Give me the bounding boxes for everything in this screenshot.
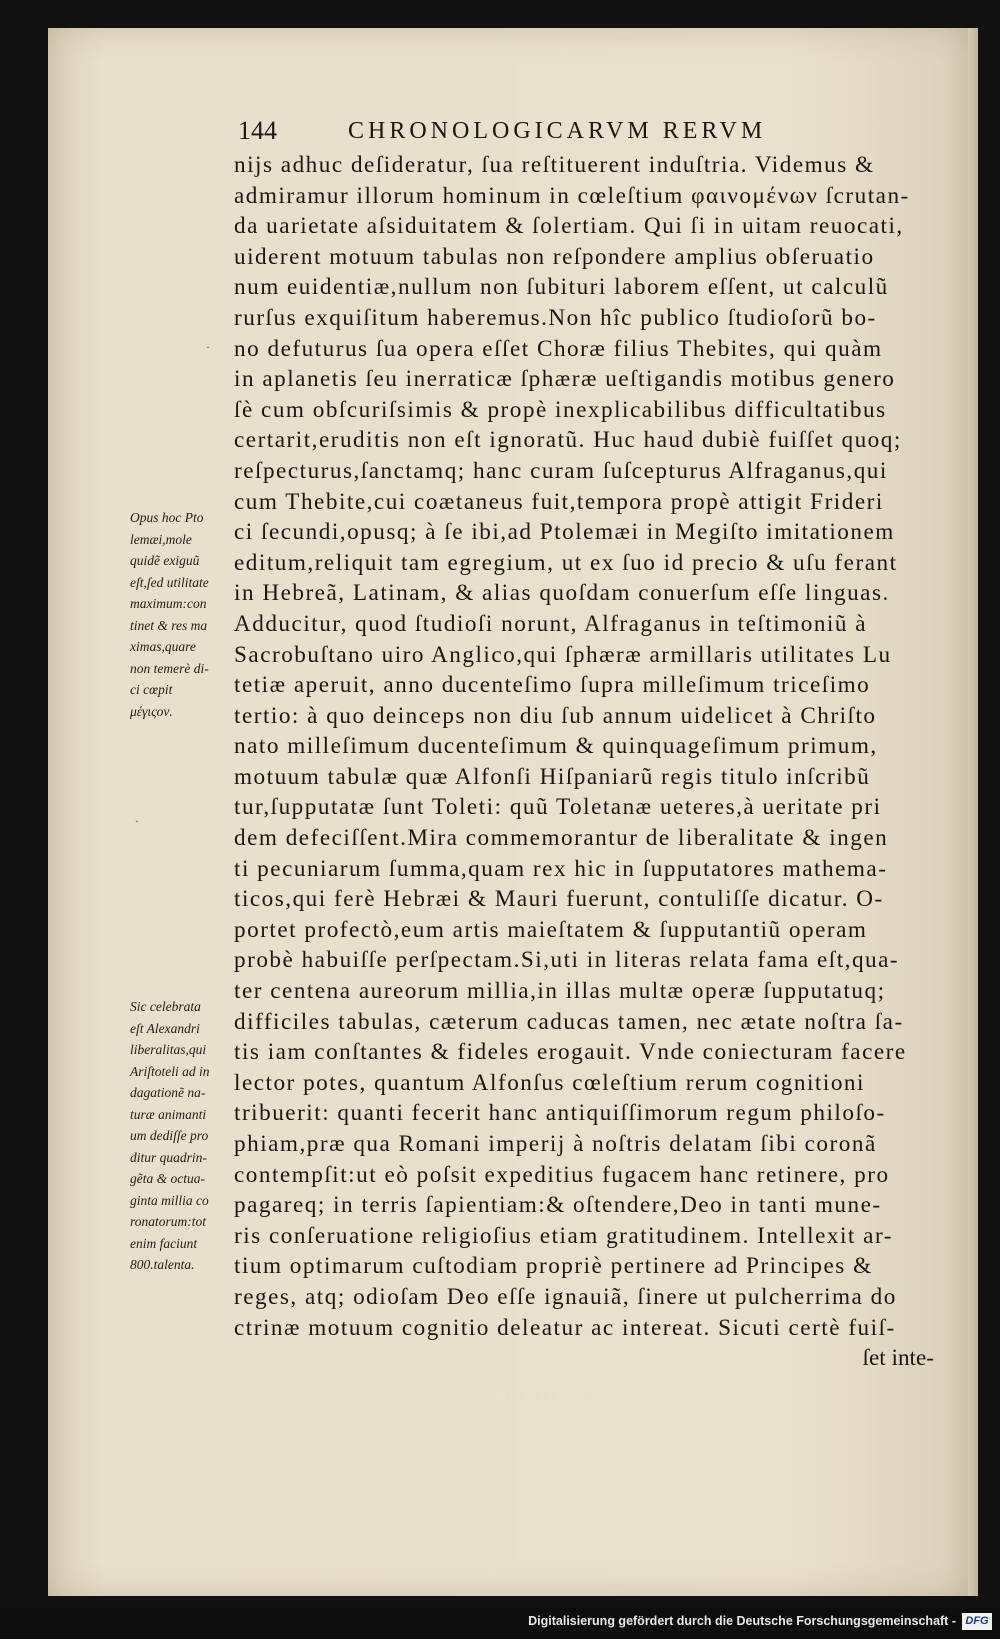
text-line: motuum tabulæ quæ Alfonſi Hiſpaniarũ regis titulo inſcribũ (234, 763, 871, 790)
book-page (48, 28, 978, 1596)
marginal-line: ximas,quare (130, 639, 196, 654)
text-line: lector potes, quantum Alfonſus cœleſtium rerum cognitioni (234, 1069, 865, 1096)
marginal-line: eſt Alexandri (130, 1020, 200, 1036)
text-line: dem defeciſſent.Mira commemorantur de liberalitate & ingen (234, 825, 889, 852)
text-line: difficiles tabulas, cæterum caducas tamen, nec ætate noſtra ſa- (234, 1008, 904, 1035)
text-line: ti pecuniarum ſumma,quam rex hic in ſupputatores mathema- (234, 855, 888, 882)
text-line: nato milleſimum ducenteſimum & quinquageſimum primum, (234, 733, 878, 760)
text-line: portet profectò,eum artis maieſtatem & ſupputantiũ operam (234, 916, 868, 943)
text-line: admiramur illorum hominum in cœleſtium φαινομένων ſcrutan- (234, 182, 910, 209)
text-line: in Hebreã, Latinam, & alias quoſdam conuerſum eſſe linguas. (234, 580, 890, 607)
text-line: num euidentiæ,nullum non ſubituri laborem eſſent, ut calculũ (234, 274, 889, 301)
text-line: in aplanetis ſeu inerraticæ ſphæræ ueſtigandis motibus genero (234, 366, 896, 393)
text-line: reges, atq; odioſam Deo eſſe ignauiã, ſinere ut pulcherrima do (234, 1283, 897, 1310)
ink-mark: ˋ (135, 818, 139, 832)
marginal-line: maximum:con (130, 596, 207, 611)
text-line: ſet inte- (862, 1345, 934, 1372)
text-line: ctrinæ motuum cognitio deleatur ac intereat. Sicuti certè fuiſ- (234, 1314, 896, 1341)
text-line: rurſus exquiſitum haberemus.Non hîc publico ſtudioſorũ bo- (234, 304, 877, 331)
marginal-line: Ariſtoteli ad in (130, 1063, 210, 1079)
text-line: tertio: à quo deinceps non diu ſub annum uidelicet à Chriſto (234, 702, 877, 729)
marginal-line: μέγιςον. (130, 703, 173, 719)
marginal-line: eſt,ſed utilitate (130, 574, 209, 590)
marginal-line: lemæi,mole (130, 531, 192, 547)
text-line: contempſit:ut eò poſsit expeditius fugacem hanc retinere, pro (234, 1161, 890, 1188)
marginal-line: Opus hoc Pto (130, 510, 204, 525)
page-edge (968, 28, 978, 1596)
marginal-line: quidẽ exiguũ (130, 553, 200, 568)
text-line: tur,ſupputatæ ſunt Toleti: quũ Toletanæ ueteres,à ueritate pri (234, 794, 882, 821)
marginal-line: Sic celebrata (130, 999, 201, 1014)
running-head: CHRONOLOGICARVM RERVM (348, 118, 767, 144)
marginal-note-ptolemy (130, 507, 236, 722)
page-number: 144 (238, 116, 277, 145)
text-line: pagareq; in terris ſapientiam:& oſtendere,Deo in tanti mune- (234, 1192, 882, 1219)
text-line: ticos,qui ferè Hebræi & Mauri fuerunt, contuliſſe dicatur. O- (234, 886, 884, 913)
marginal-note-alexander (130, 996, 236, 1276)
text-line: probè habuiſſe perſpectam.Si,uti in literas relata fama eſt,qua- (234, 947, 900, 974)
text-line: ris conſeruatione religioſius etiam gratitudinem. Intellexit ar- (234, 1222, 893, 1249)
text-line: ter centena aureorum millia,in illas multæ operæ ſupputatuq; (234, 978, 886, 1005)
text-line: tium optimarum cuſtodiam propriè pertinere ad Principes & (234, 1253, 873, 1280)
text-line: tis iam conſtantes & fideles erogauit. Vnde coniecturam facere (234, 1039, 907, 1066)
text-line: tetiæ aperuit, anno ducenteſimo ſupra milleſimum triceſimo (234, 672, 871, 699)
marginal-line: ditur quadrin- (130, 1149, 207, 1165)
dfg-logo-icon: DFG (962, 1613, 992, 1630)
footer-credit: Digitalisierung gefördert durch die Deutsche Forschungsgemeinschaft - (528, 1614, 956, 1628)
text-line: ſè cum obſcuriſsimis & propè inexplicabilibus difficultatibus (234, 396, 887, 423)
marginal-line: dagationẽ na- (130, 1085, 206, 1100)
text-line: Sacrobuſtano uiro Anglico,qui ſphæræ armillaris utilitates Lu (234, 641, 892, 668)
text-line: nijs adhuc deſideratur, ſua reſtituerent induſtria. Videmus & (234, 152, 875, 178)
ink-mark: · (206, 340, 210, 354)
body-text (234, 150, 934, 1374)
text-line: editum,reliquit tam egregium, ut ex ſuo id precio & uſu ferant (234, 549, 898, 576)
marginal-line: ci cœpit (130, 682, 173, 697)
marginal-line: enim faciunt (130, 1235, 198, 1251)
marginal-line: um dediſſe pro (130, 1128, 209, 1143)
text-line: uiderent motuum tabulas non reſpondere amplius obſeruatio (234, 243, 875, 270)
marginal-line: ginta millia co (130, 1192, 209, 1208)
text-line: certarit,eruditis non eſt ignoratũ. Huc haud dubiè fuiſſet quoq; (234, 427, 902, 454)
marginal-line: non temerè di- (130, 660, 209, 676)
text-line: cum Thebite,cui coætaneus fuit,tempora propè attigit Frideri (234, 488, 884, 515)
marginal-line: turæ animanti (130, 1106, 207, 1122)
marginal-line: gẽta & octua- (130, 1171, 205, 1186)
marginal-line: 800.talenta. (130, 1257, 195, 1272)
text-line: ci ſecundi,opusq; à ſe ibi,ad Ptolemæi in Megiſto imitationem (234, 519, 895, 546)
marginal-line: liberalitas,qui (130, 1042, 207, 1057)
page-header (238, 116, 928, 152)
marginal-line: tinet & res ma (130, 617, 208, 633)
text-line: no defuturus ſua opera eſſet Choræ filius Thebites, qui quàm (234, 335, 883, 362)
text-line: reſpecturus,ſanctamq; hanc curam ſuſcepturus Alfraganus,qui (234, 457, 888, 484)
text-line: Adducitur, quod ſtudioſi norunt, Alfraganus in teſtimoniũ à (234, 610, 868, 637)
text-line: da uarietate aſsiduitatem & ſolertiam. Qui ſi in uitam reuocati, (234, 213, 904, 240)
text-line: tribuerit: quanti fecerit hanc antiquiſſimorum regum philoſo- (234, 1100, 886, 1127)
text-line: phiam,præ qua Romani imperij à noſtris delatam ſibi coronã (234, 1131, 877, 1157)
marginal-line: ronatorum:tot (130, 1214, 207, 1229)
digitization-footer (0, 1608, 1000, 1639)
